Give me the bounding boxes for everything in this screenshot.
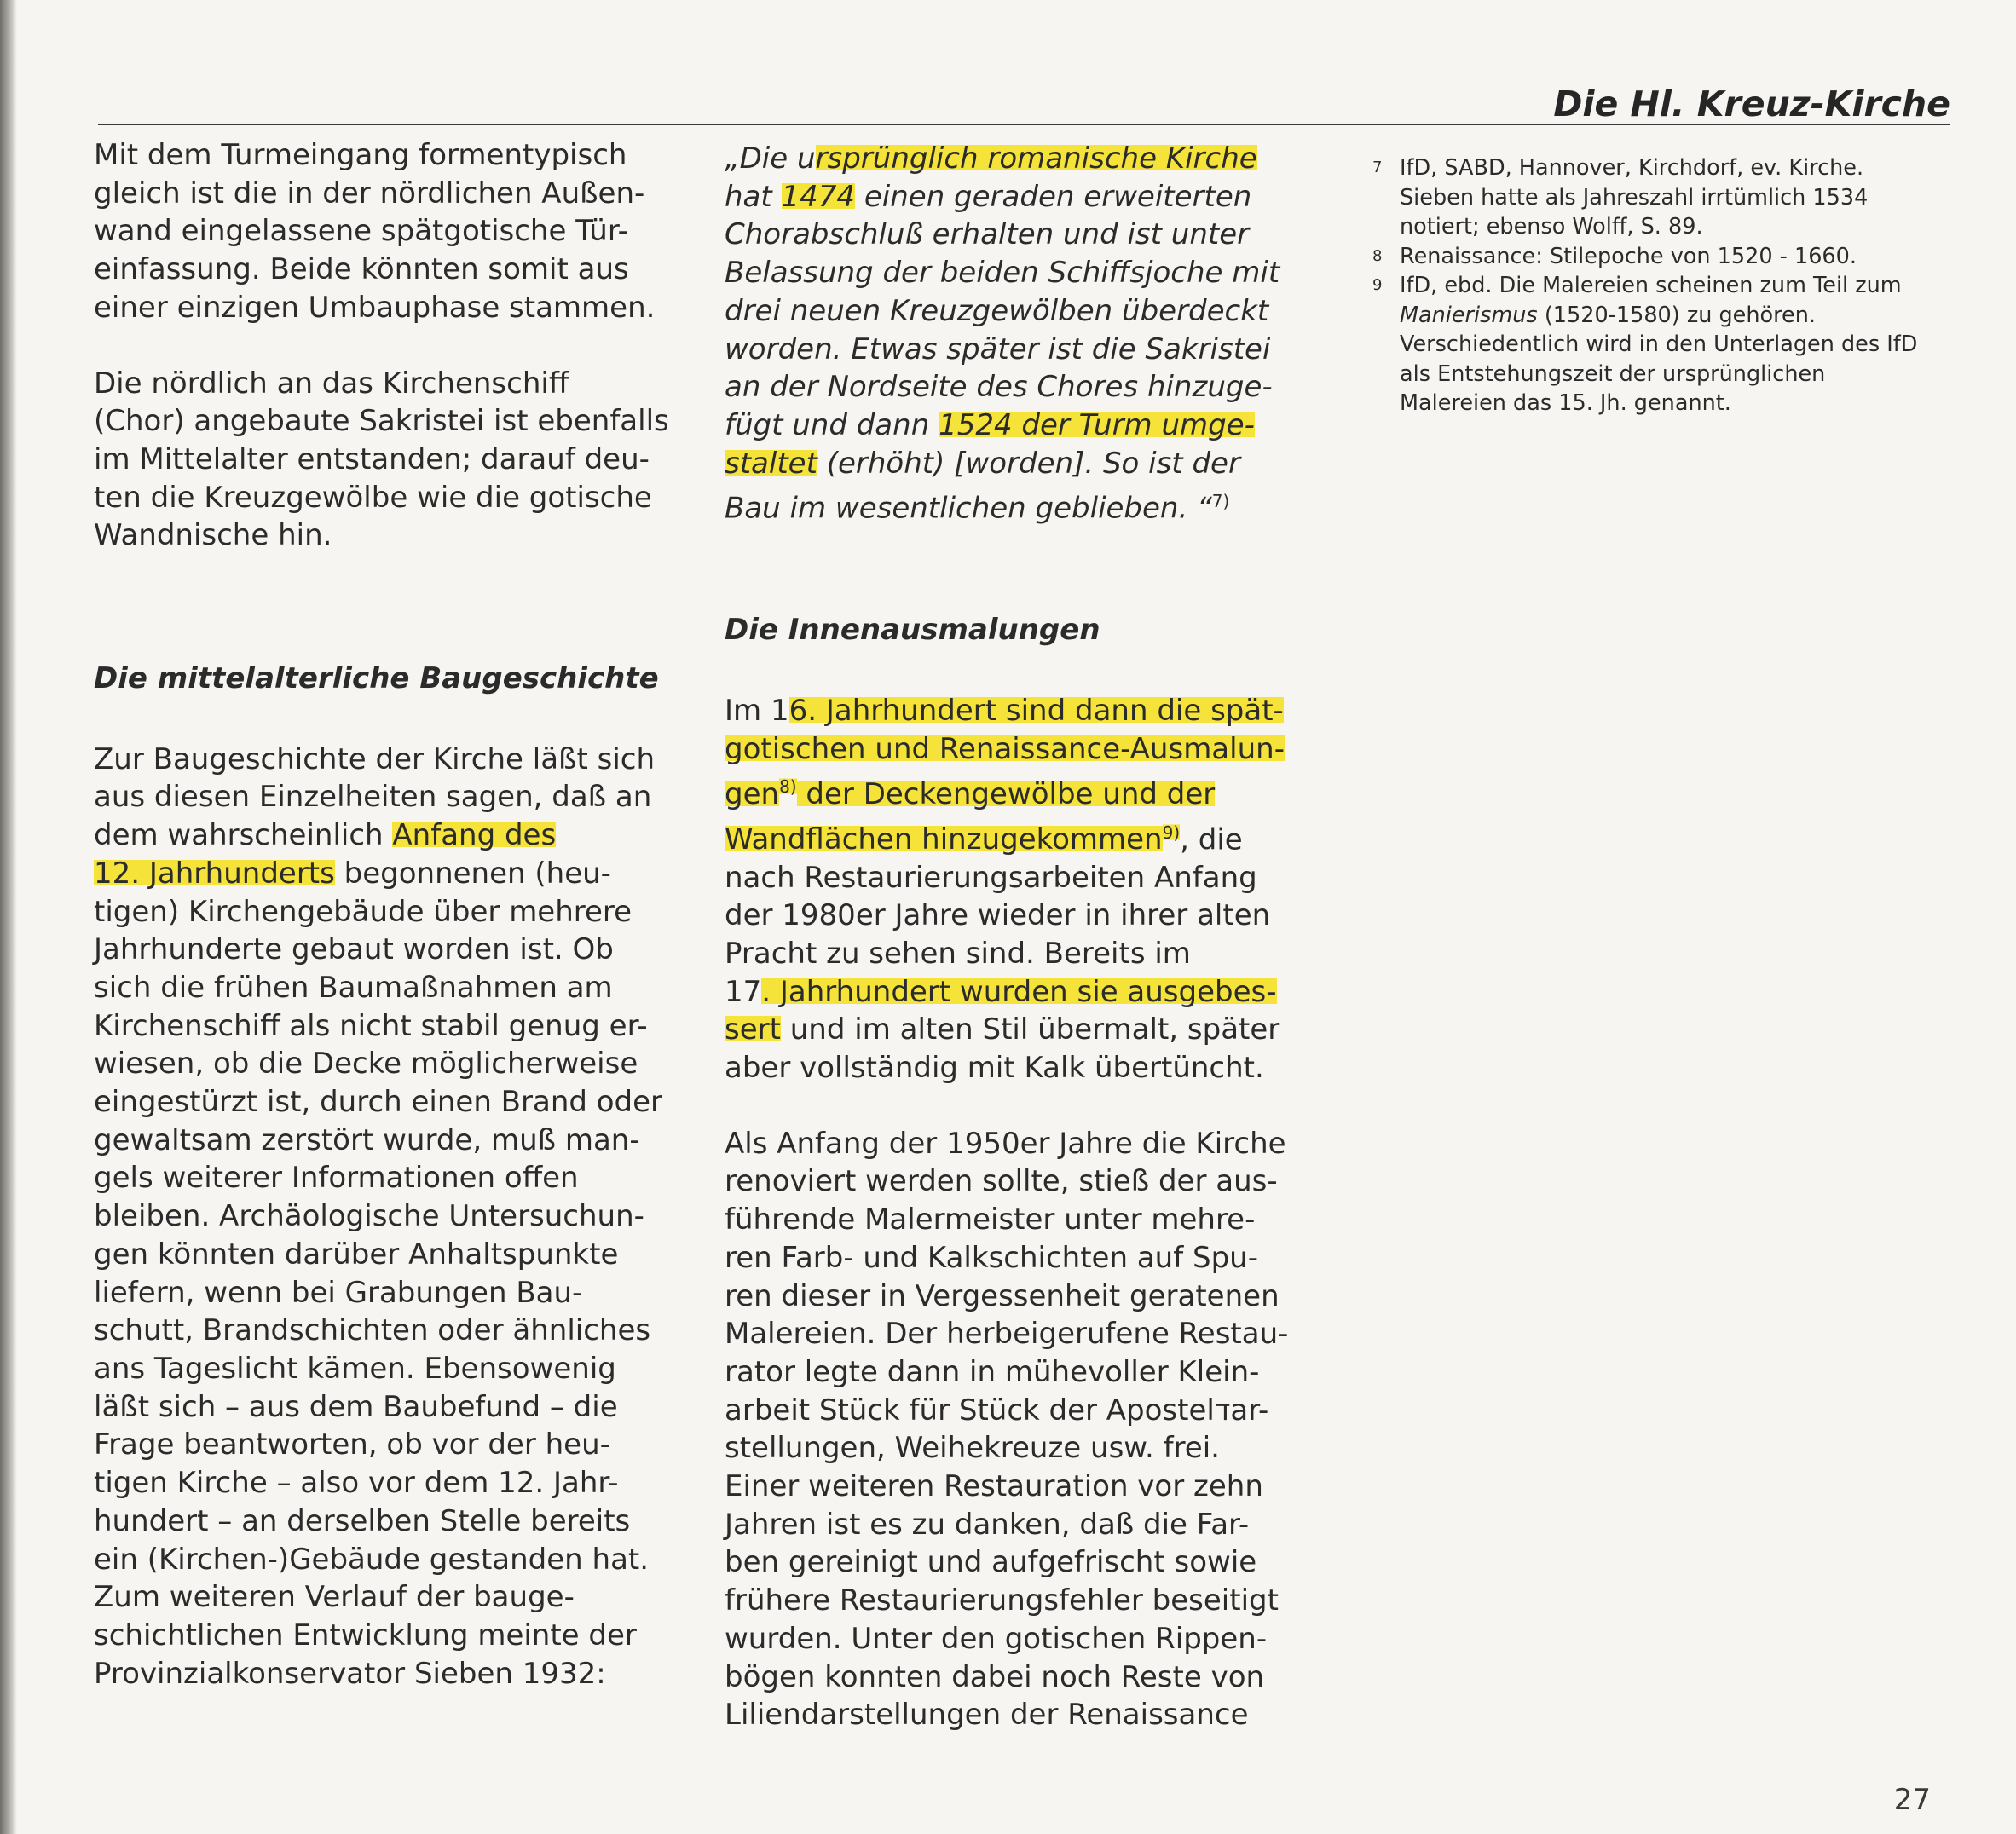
text-line: rator legte dann in mühevoller Klein- xyxy=(725,1354,1260,1389)
text-line: Liliendarstellungen der Renaissance xyxy=(725,1698,1249,1733)
text-line: führende Malermeister unter mehre- xyxy=(725,1202,1256,1237)
text-line xyxy=(725,730,1321,769)
text-line: aber vollständig mit Kalk übertüncht. xyxy=(725,1051,1264,1086)
text-line: arbeit Stück für Stück der Apostelדar- xyxy=(725,1393,1269,1427)
footnote-text xyxy=(1400,271,1917,418)
text-line xyxy=(725,692,1321,730)
footnote-number: 7 xyxy=(1372,159,1383,176)
text-line: Malereien. Der herbeigerufene Restau- xyxy=(725,1317,1289,1352)
text-line: Zum weiteren Verlauf der bauge- xyxy=(94,1580,575,1615)
text-span: „Die u xyxy=(725,141,816,176)
footnote-ref: 9) xyxy=(1162,822,1181,843)
highlight-mark: rsprünglich romanische Kirche xyxy=(815,141,1257,176)
section-heading-interior-paintings: Die Innenausmalungen xyxy=(725,613,1100,648)
paragraph-1950s-restoration xyxy=(725,1125,1321,1734)
text-line: läßt sich – aus dem Baubefund – die xyxy=(94,1389,618,1424)
text-line: im Mittelalter entstanden; darauf deu- xyxy=(94,441,650,476)
text-line: eingestürzt ist, durch einen Brand oder xyxy=(94,1085,663,1120)
text-line: bleiben. Archäologische Untersuchun- xyxy=(94,1199,644,1234)
text-line: Mit dem Turmeingang formentypisch xyxy=(94,138,627,172)
footnote-text xyxy=(1400,242,1857,272)
text-line: ten die Kreuzgewölbe wie die gotische xyxy=(94,480,652,515)
text-line: renoviert werden sollte, stieß der aus- xyxy=(725,1164,1278,1199)
text-span: , die xyxy=(1180,822,1243,856)
text-line: Verschiedentlich wird in den Unterlagen des IfD xyxy=(1400,332,1918,357)
text-line xyxy=(94,855,699,893)
text-line: nach Restaurierungsarbeiten Anfang xyxy=(725,860,1257,895)
highlight-mark: . Jahrhundert wurden sie ausgebes- xyxy=(761,974,1277,1009)
highlight-mark: 1524 der Turm umge- xyxy=(939,407,1255,442)
page-number: 27 xyxy=(1893,1783,1931,1817)
highlight-mark: der Deckengewölbe und der xyxy=(796,776,1216,811)
highlight-mark: 12. Jahrhunderts xyxy=(94,856,335,891)
paragraph-sacristy xyxy=(94,365,699,556)
highlight-mark: staltet xyxy=(725,446,817,481)
text-line xyxy=(725,140,1321,178)
text-line: hundert – an derselben Stelle bereits xyxy=(94,1503,631,1538)
text-span: fügt und dann xyxy=(725,407,939,442)
text-span: begonnenen (heu- xyxy=(334,856,611,891)
text-line xyxy=(725,1011,1321,1049)
text-line xyxy=(725,407,1321,445)
text-line: bögen konnten dabei noch Reste von xyxy=(725,1659,1265,1694)
text-line: einfassung. Beide könnten somit aus xyxy=(94,252,629,287)
text-line: Renaissance: Stilepoche von 1520 - 1660. xyxy=(1400,243,1857,269)
text-line: an der Nordseite des Chores hinzuge- xyxy=(725,370,1273,405)
text-line: Sieben hatte als Jahreszahl irrtümlich 1534 xyxy=(1400,184,1869,211)
text-line: ein (Kirchen-)Gebäude gestanden hat. xyxy=(94,1542,650,1577)
text-line: sich die frühen Baumaßnahmen am xyxy=(94,970,613,1005)
text-line: (Chor) angebaute Sakristei ist ebenfalls xyxy=(94,404,669,439)
text-line: wurden. Unter den gotischen Rippen- xyxy=(725,1621,1268,1656)
text-line: ben gereinigt und aufgefrischt sowie xyxy=(725,1545,1257,1580)
text-line xyxy=(1400,301,1917,331)
text-line: frühere Restaurierungsfehler beseitigt xyxy=(725,1583,1279,1618)
text-line: schichtlichen Entwicklung meinte der xyxy=(94,1618,637,1652)
text-line: wiesen, ob die Decke möglicherweise xyxy=(94,1047,638,1081)
text-span: Im 1 xyxy=(725,694,789,729)
text-span: hat xyxy=(725,179,782,214)
text-line: Chorabschluß erhalten und ist unter xyxy=(725,217,1250,252)
column-left xyxy=(94,136,699,1693)
text-line xyxy=(725,973,1321,1012)
text-line: gels weiterer Informationen offen xyxy=(94,1161,579,1196)
text-line: ren Farb- und Kalkschichten auf Spu- xyxy=(725,1240,1258,1275)
text-line: einer einzigen Umbauphase stammen. xyxy=(94,290,656,325)
text-line: Wandnische hin. xyxy=(94,518,332,553)
text-line: gewaltsam zerstört wurde, muß man- xyxy=(94,1122,640,1157)
running-header-title: Die Hl. Kreuz-Kirche xyxy=(1553,84,1950,124)
text-line: Frage beantworten, ob vor der heu- xyxy=(94,1427,610,1462)
text-span: und im alten Stil übermalt, später xyxy=(780,1012,1280,1047)
footnote-ref: 7) xyxy=(1211,491,1230,512)
footnote-9 xyxy=(1372,271,1952,418)
text-span: 17 xyxy=(725,974,762,1009)
text-line: Kirchenschiff als nicht stabil genug er- xyxy=(94,1008,648,1043)
text-line: Belassung der beiden Schiffsjoche mit xyxy=(725,256,1280,291)
text-line: Die nördlich an das Kirchenschiff xyxy=(94,366,569,401)
text-span: (1520-1580) zu gehören. xyxy=(1537,302,1816,328)
text-span: einen geraden erweiterten xyxy=(855,179,1252,214)
text-line: ans Tageslicht kämen. Ebensowenig xyxy=(94,1351,616,1386)
text-line: als Entstehungszeit der ursprünglichen xyxy=(1400,360,1826,387)
highlight-mark: sert xyxy=(725,1012,781,1047)
quotation-sieben xyxy=(725,140,1321,528)
text-line: Einer weiteren Restauration vor zehn xyxy=(725,1469,1263,1504)
text-span: dem wahrscheinlich xyxy=(94,818,393,853)
header-rule xyxy=(98,124,1950,125)
text-span: Bau im wesentlichen geblieben. “ xyxy=(725,491,1212,526)
text-line: Jahren ist es zu danken, daß die Far- xyxy=(725,1507,1250,1542)
text-line: Provinzialkonservator Sieben 1932: xyxy=(94,1656,606,1691)
highlight-mark: gen xyxy=(725,776,780,811)
text-span: (erhöht) [worden]. So ist der xyxy=(817,446,1240,481)
text-line: Jahrhunderte gebaut worden ist. Ob xyxy=(94,932,614,967)
footnote-number: 9 xyxy=(1372,276,1383,294)
text-line xyxy=(725,482,1321,528)
footnote-ref: 8) xyxy=(779,776,797,798)
text-span: Manierismus xyxy=(1400,302,1538,328)
text-line xyxy=(725,814,1321,859)
text-line: gen könnten darüber Anhaltspunkte xyxy=(94,1237,619,1272)
highlight-mark: 6. Jahrhundert sind dann die spät- xyxy=(788,694,1284,729)
book-gutter-shadow xyxy=(0,0,17,1834)
footnote-number: 8 xyxy=(1372,246,1383,265)
footnote-8 xyxy=(1372,242,1952,272)
paragraph-16th-century-paintings xyxy=(725,692,1321,1087)
text-line: gleich ist die in der nördlichen Außen- xyxy=(94,176,645,211)
text-line: der 1980er Jahre wieder in ihrer alten xyxy=(725,898,1271,933)
paragraph-building-history xyxy=(94,741,699,1693)
text-line: liefern, wenn bei Grabungen Bau- xyxy=(94,1275,583,1310)
text-line: aus diesen Einzelheiten sagen, daß an xyxy=(94,780,652,815)
paragraph-tower-entrance xyxy=(94,136,699,327)
footnotes-column xyxy=(1372,153,1952,418)
text-line: Pracht zu sehen sind. Bereits im xyxy=(725,936,1191,971)
text-line: tigen Kirche – also vor dem 12. Jahr- xyxy=(94,1466,619,1501)
text-line: Malereien das 15. Jh. genannt. xyxy=(1400,390,1731,416)
highlight-mark: Wandflächen hinzugekommen xyxy=(725,822,1163,856)
text-line: notiert; ebenso Wolff, S. 89. xyxy=(1400,214,1703,239)
text-line xyxy=(94,816,699,855)
text-line: stellungen, Weihekreuze usw. frei. xyxy=(725,1431,1220,1466)
highlight-mark: gotischen und Renaissance-Ausmalun- xyxy=(725,731,1285,766)
text-line: schutt, Brandschichten oder ähnliches xyxy=(94,1313,651,1348)
text-line xyxy=(725,178,1321,216)
footnote-7 xyxy=(1372,153,1952,242)
text-line: worden. Etwas später ist die Sakristei xyxy=(725,332,1271,366)
section-heading-medieval-history: Die mittelalterliche Baugeschichte xyxy=(94,661,659,696)
footnote-text xyxy=(1400,153,1868,242)
text-line: wand eingelassene spätgotische Tür- xyxy=(94,214,628,249)
text-line: ren dieser in Vergessenheit geratenen xyxy=(725,1278,1279,1313)
text-line: IfD, ebd. Die Malereien scheinen zum Teil zum xyxy=(1400,273,1902,298)
highlight-mark: Anfang des xyxy=(392,818,557,853)
text-line xyxy=(725,445,1321,483)
text-line: Als Anfang der 1950er Jahre die Kirche xyxy=(725,1126,1286,1161)
column-middle xyxy=(725,140,1321,1734)
text-line: Zur Baugeschichte der Kirche läßt sich xyxy=(94,741,656,776)
text-line xyxy=(725,768,1321,813)
text-line: tigen) Kirchengebäude über mehrere xyxy=(94,894,633,929)
text-line: drei neuen Kreuzgewölben überdeckt xyxy=(725,293,1269,328)
highlight-mark: 1474 xyxy=(781,179,856,214)
text-line: IfD, SABD, Hannover, Kirchdorf, ev. Kirche. xyxy=(1400,155,1864,181)
